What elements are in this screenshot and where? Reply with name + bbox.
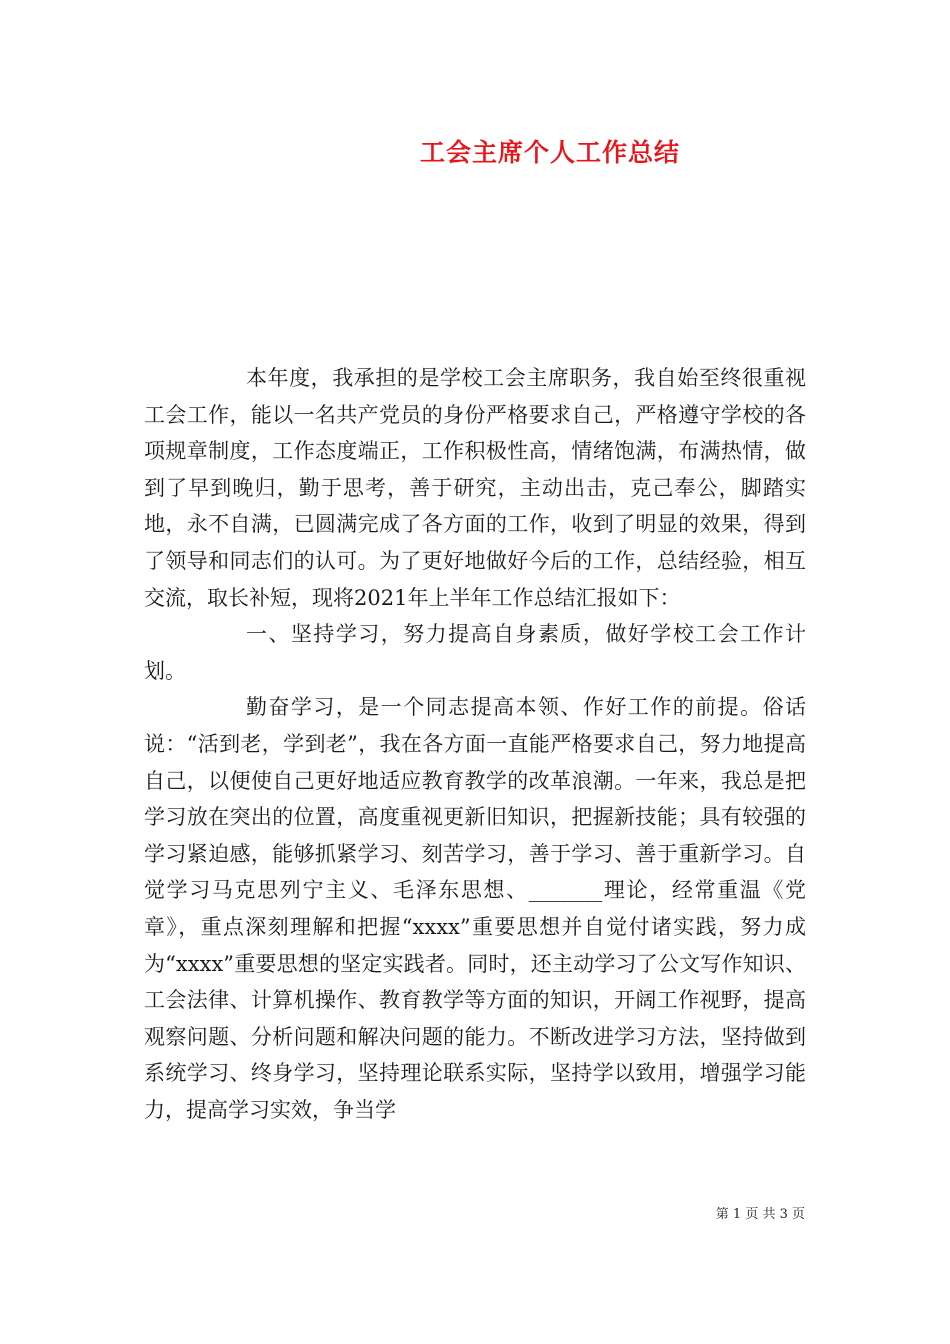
page-number: 第 1 页 共 3 页: [715, 1207, 805, 1222]
page-footer: [716, 1203, 805, 1222]
document-title: 工会主席个人工作总结: [419, 138, 680, 167]
paragraph-study: 勤奋学习，是一个同志提高本领、作好工作的前提。俗话说：“活到老，学到老”，我在各方面一直能严格要求自己，努力地提高自己，以便使自己更好地适应教育教学的改革浪潮。一年来，我总是把学习放在突出的位置，高度重视更新旧知识，把握新技能；具有较强的学习紧迫感，能够抓紧学习、刻苦学习，善于学习、善于重新学习。自觉学习马克思列宁主义、毛泽东思想、_______理论，经常重温《党章》，重点深刻理解和把握“xxxx”重要思想并自觉付诸实践，努力成为“xxxx”重要思想的坚定实践者。同时，还主动学习了公文写作知识、工会法律、计算机操作、教育教学等方面的知识，开阔工作视野，提高观察问题、分析问题和解决问题的能力。不断改进学习方法，坚持做到系统学习、终身学习，坚持理论联系实际，坚持学以致用，增强学习能力，提高学习实效，争当学: [144, 695, 806, 1122]
paragraph-intro: 本年度，我承担的是学校工会主席职务，我自始至终很重视工会工作，能以一名共产党员的身份严格要求自己，严格遵守学校的各项规章制度，工作态度端正，工作积极性高，情绪饱满，布满热情，做到了早到晚归，勤于思考，善于研究，主动出击，克己奉公，脚踏实地，永不自满，已圆满完成了各方面的工作，收到了明显的效果，得到了领导和同志们的认可。为了更好地做好今后的工作，总结经验，相互交流，取长补短，现将2021年上半年工作总结汇报如下：: [144, 366, 806, 610]
document-body: [144, 360, 806, 1128]
paragraph-section-heading: 一、坚持学习，努力提高自身素质，做好学校工会工作计划。: [144, 622, 806, 683]
